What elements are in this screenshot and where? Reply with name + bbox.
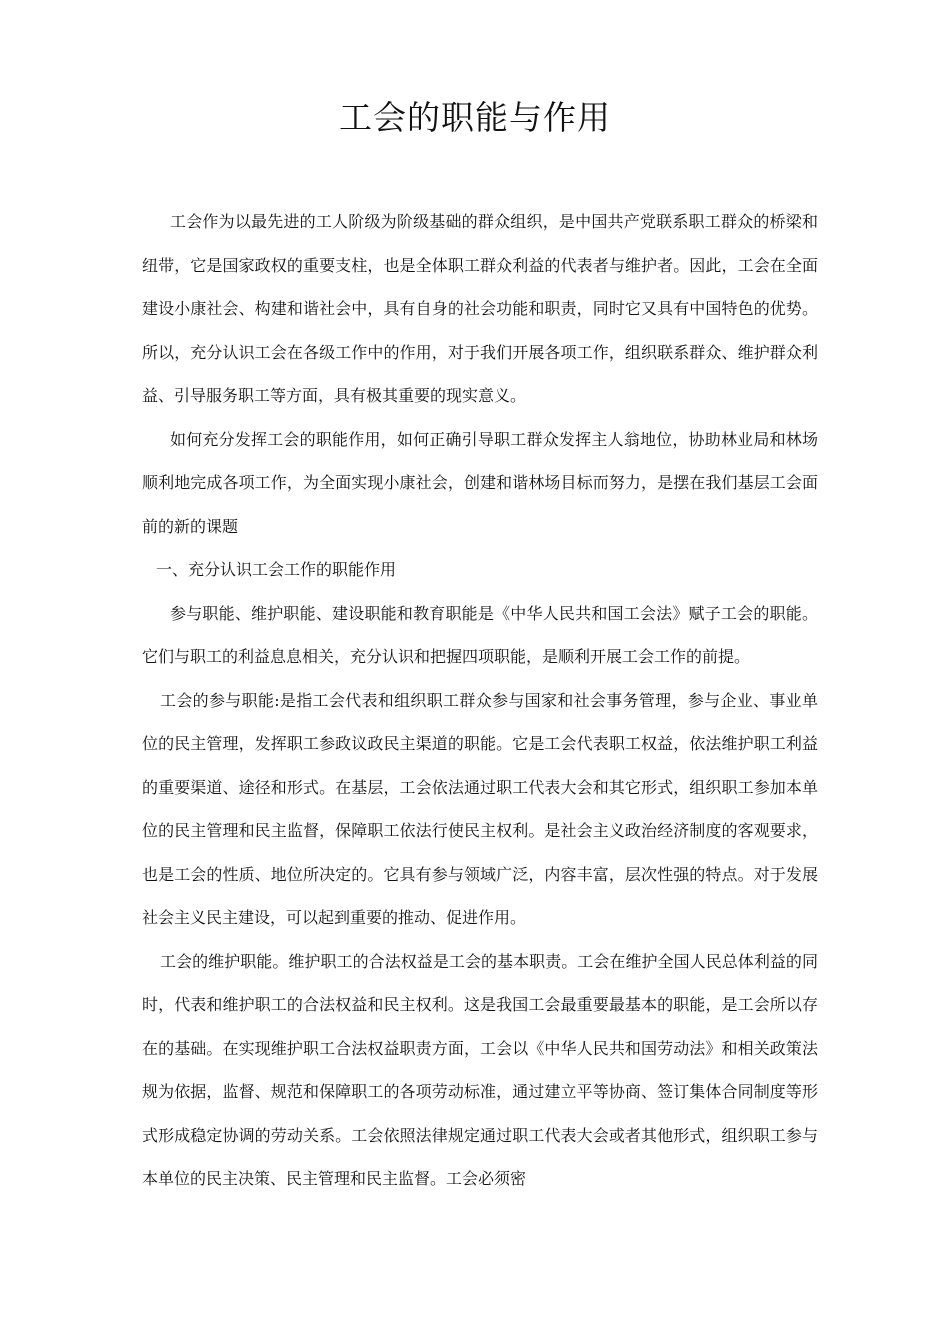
document-title: 工会的职能与作用 [339,98,611,137]
document-body [142,200,818,1201]
paragraph-intro: 工会作为以最先进的工人阶级为阶级基础的群众组织，是中国共产党联系职工群众的桥梁和纽带，它是国家政权的重要支柱，也是全体职工群众利益的代表者与维护者。因此，工会在全面建设小康社会、构建和谐社会中，具有自身的社会功能和职责，同时它又具有中国特色的优势。所以，充分认识工会在各级工作中的作用，对于我们开展各项工作，组织联系群众、维护群众利益、引导服务职工等方面，具有极其重要的现实意义。 [142,212,818,405]
paragraph-question: 如何充分发挥工会的职能作用，如何正确引导职工群众发挥主人翁地位，协助林业局和林场顺利地完成各项工作，为全面实现小康社会，创建和谐林场目标而努力，是摆在我们基层工会面前的新的课题 [142,429,818,536]
section-heading: 一、充分认识工会工作的职能作用 [156,560,397,579]
paragraph-participation-function: 工会的参与职能:是指工会代表和组织职工群众参与国家和社会事务管理，参与企业、事业单位的民主管理，发挥职工参政议政民主渠道的职能。它是工会代表职工权益，依法维护职工利益的重要渠道、途径和形式。在基层，工会依法通过职工代表大会和其它形式，组织职工参加本单位的民主管理和民主监督，保障职工依法行使民主权利。是社会主义政治经济制度的客观要求，也是工会的性质、地位所决定的。它具有参与领域广泛，内容丰富，层次性强的特点。对于发展社会主义民主建设，可以起到重要的推动、促进作用。 [142,690,818,927]
paragraph-protection-function: 工会的维护职能。维护职工的合法权益是工会的基本职责。工会在维护全国人民总体利益的同时，代表和维护职工的合法权益和民主权利。这是我国工会最重要最基本的职能，是工会所以存在的基础。在实现维护职工合法权益职责方面，工会以《中华人民共和国劳动法》和相关政策法规为依据，监督、规范和保障职工的各项劳动标准，通过建立平等协商、签订集体合同制度等形式形成稳定协调的劳动关系。工会依照法律规定通过职工代表大会或者其他形式，组织职工参与本单位的民主决策、民主管理和民主监督。工会必须密 [142,951,818,1188]
paragraph-four-functions: 参与职能、维护职能、建设职能和教育职能是《中华人民共和国工会法》赋子工会的职能。它们与职工的利益息息相关，充分认识和把握四项职能，是顺利开展工会工作的前提。 [142,603,818,666]
